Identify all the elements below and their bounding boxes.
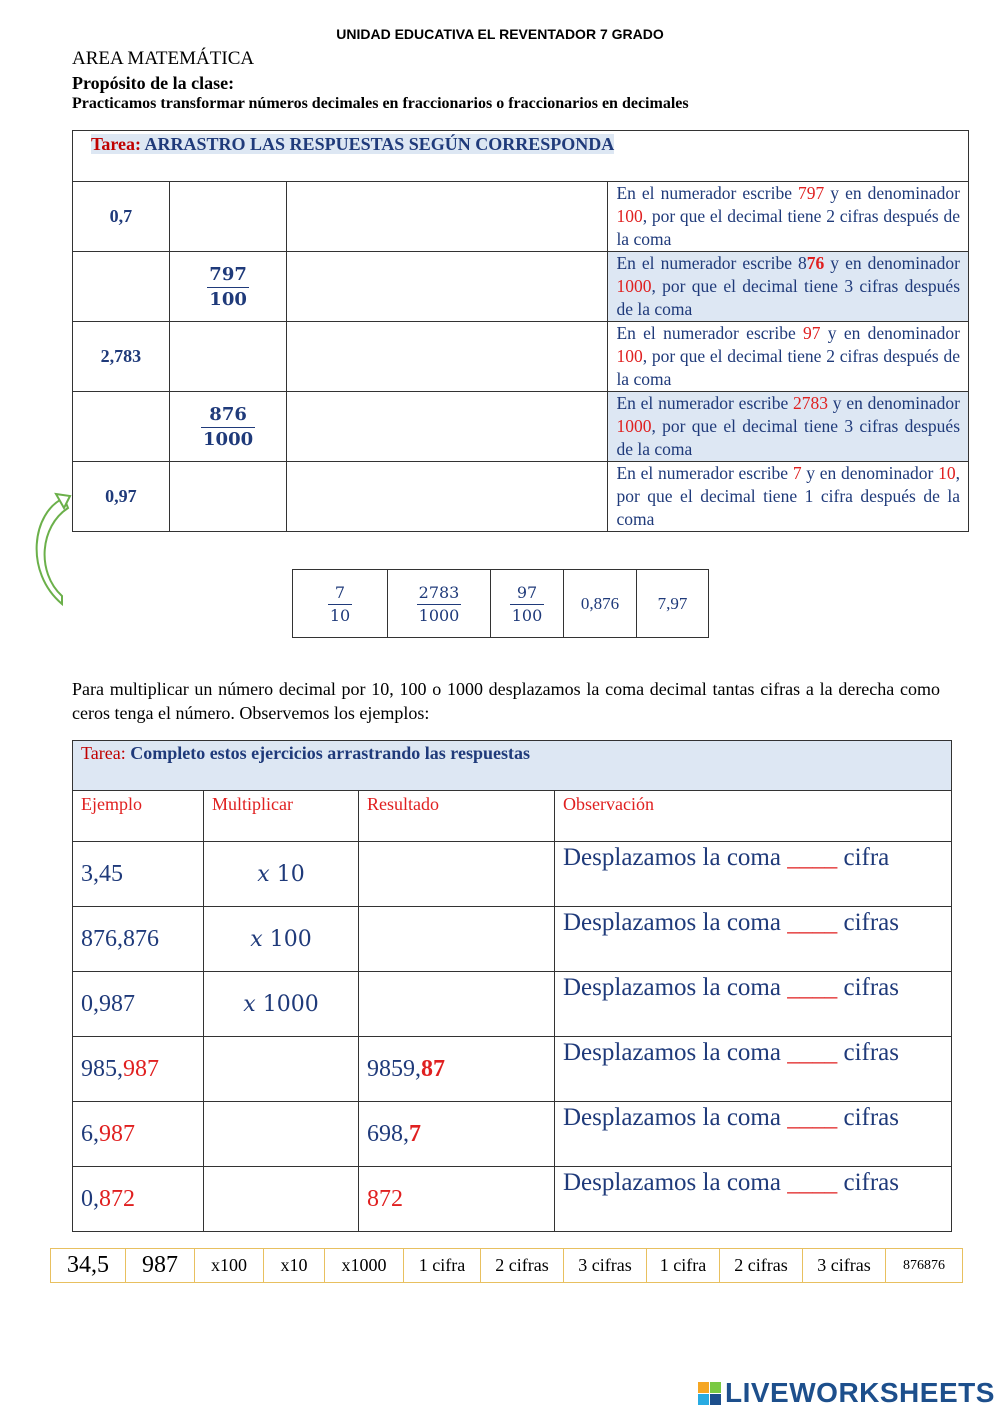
draggable-answer[interactable]: 2 cifras (481, 1249, 564, 1283)
draggable-answer[interactable]: 3 cifras (564, 1249, 647, 1283)
decimal-drop-zone[interactable] (73, 392, 170, 462)
draggable-answer[interactable]: 2 cifras (720, 1249, 803, 1283)
multiplier-drop-zone[interactable] (204, 1037, 359, 1102)
explanation-cell: En el numerador escribe 97 y en denominador 100, por que el decimal tiene 2 cifras después de la coma (608, 322, 969, 392)
multiplier-drop-zone[interactable] (204, 1167, 359, 1232)
task1-label: Tarea: (91, 134, 142, 154)
liveworksheets-logo (698, 1377, 995, 1409)
observation-cell: Desplazamos la coma ____ cifras (555, 1037, 952, 1102)
blank-drop-zone[interactable]: ____ (787, 974, 838, 1001)
result-drop-zone[interactable] (359, 907, 555, 972)
multiplication-table (72, 740, 952, 1232)
result-cell: 872 (359, 1167, 555, 1232)
example-cell: 0,872 (73, 1167, 204, 1232)
fraction-drop-zone[interactable] (169, 462, 287, 532)
curved-arrow-icon (26, 492, 76, 612)
task1-header (73, 131, 969, 182)
column-header: Multiplicar (204, 791, 359, 842)
multiplier-cell: x 10 (204, 842, 359, 907)
table-row (73, 1102, 952, 1167)
fraction-cell: $\frac{797}{100}$ (169, 252, 287, 322)
table-row (73, 392, 969, 462)
school-title: UNIDAD EDUCATIVA EL REVENTADOR 7 GRADO (336, 26, 664, 42)
decimal-drop-zone[interactable] (73, 252, 170, 322)
observation-cell: Desplazamos la coma ____ cifras (555, 1167, 952, 1232)
task1-title: ARRASTRO LAS RESPUESTAS SEGÚN CORRESPONDA (144, 134, 615, 154)
answer-drop-zone[interactable] (287, 462, 608, 532)
observation-cell: Desplazamos la coma ____ cifras (555, 1102, 952, 1167)
task2-label: Tarea: (81, 743, 126, 763)
decimal-cell: 0,7 (73, 182, 170, 252)
column-header: Resultado (359, 791, 555, 842)
example-cell: 876,876 (73, 907, 204, 972)
observation-cell: Desplazamos la coma ____ cifras (555, 907, 952, 972)
draggable-answer[interactable]: x100 (195, 1249, 264, 1283)
observation-cell: Desplazamos la coma ____ cifra (555, 842, 952, 907)
table-row (73, 252, 969, 322)
blank-drop-zone[interactable]: ____ (787, 1039, 838, 1066)
result-cell: 698,7 (359, 1102, 555, 1167)
draggable-answer[interactable]: 34,5 (51, 1249, 126, 1283)
table-row (73, 182, 969, 252)
multiplier-cell: x 1000 (204, 972, 359, 1037)
draggable-answer[interactable]: 876876 (886, 1249, 963, 1283)
column-header: Ejemplo (73, 791, 204, 842)
draggable-answer[interactable]: x10 (264, 1249, 325, 1283)
table-row (73, 842, 952, 907)
blank-drop-zone[interactable]: ____ (787, 844, 838, 871)
table-row (73, 462, 969, 532)
fraction-drop-zone[interactable] (169, 182, 287, 252)
fraction-cell: $\frac{876}{1000}$ (169, 392, 287, 462)
result-cell: 9859,87 (359, 1037, 555, 1102)
draggable-answer[interactable]: 987 (126, 1249, 195, 1283)
observation-cell: Desplazamos la coma ____ cifras (555, 972, 952, 1037)
logo-text: LIVEWORKSHEETS (725, 1377, 995, 1408)
blank-drop-zone[interactable]: ____ (787, 1104, 838, 1131)
draggable-answer[interactable]: x1000 (325, 1249, 404, 1283)
decimal-cell: 2,783 (73, 322, 170, 392)
purpose-label: Propósito de la clase: (72, 73, 235, 93)
draggable-answer[interactable]: 0,876 (564, 570, 637, 638)
draggable-answer[interactable]: $\frac{7}{10}$ (293, 570, 388, 638)
task2-header (73, 741, 952, 791)
column-header: Observación (555, 791, 952, 842)
task2-title: Completo estos ejercicios arrastrando las respuestas (130, 743, 530, 763)
answer-bank-fractions (292, 569, 709, 638)
example-cell: 985,987 (73, 1037, 204, 1102)
example-cell: 0,987 (73, 972, 204, 1037)
objective-text: Practicamos transformar números decimales en fraccionarios o fraccionarios en decimales (72, 95, 689, 112)
blank-drop-zone[interactable]: ____ (787, 909, 838, 936)
draggable-answer[interactable]: 7,97 (637, 570, 709, 638)
table-row (73, 972, 952, 1037)
result-drop-zone[interactable] (359, 972, 555, 1037)
draggable-answer[interactable]: 1 cifra (647, 1249, 720, 1283)
fraction-drop-zone[interactable] (169, 322, 287, 392)
draggable-answer[interactable]: 3 cifras (803, 1249, 886, 1283)
example-cell: 6,987 (73, 1102, 204, 1167)
draggable-answer[interactable]: $\frac{97}{100}$ (491, 570, 564, 638)
example-cell: 3,45 (73, 842, 204, 907)
table-row (73, 907, 952, 972)
explanation-cell: En el numerador escribe 7 y en denominador 10, por que el decimal tiene 1 cifra después de la coma (608, 462, 969, 532)
answer-drop-zone[interactable] (287, 182, 608, 252)
result-drop-zone[interactable] (359, 842, 555, 907)
answer-drop-zone[interactable] (287, 252, 608, 322)
multiplier-cell: x 100 (204, 907, 359, 972)
logo-mark-icon (698, 1382, 721, 1405)
explanation-cell: En el numerador escribe 2783 y en denominador 1000, por que el decimal tiene 3 cifras después de la coma (608, 392, 969, 462)
instruction-paragraph: Para multiplicar un número decimal por 10, 100 o 1000 desplazamos la coma decimal tantas cifras a la derecha como ceros tenga el número. Observemos los ejemplos: (72, 679, 940, 723)
table-row (73, 1167, 952, 1232)
explanation-cell: En el numerador escribe 797 y en denominador 100, por que el decimal tiene 2 cifras después de la coma (608, 182, 969, 252)
multiplier-drop-zone[interactable] (204, 1102, 359, 1167)
decimal-cell: 0,97 (73, 462, 170, 532)
explanation-cell: En el numerador escribe 876 y en denominador 1000, por que el decimal tiene 3 cifras después de la coma (608, 252, 969, 322)
table-row (73, 322, 969, 392)
decimal-fraction-table (72, 130, 969, 532)
draggable-answer[interactable]: 1 cifra (404, 1249, 481, 1283)
table-row (73, 1037, 952, 1102)
draggable-answer[interactable]: $\frac{2783}{1000}$ (388, 570, 491, 638)
answer-drop-zone[interactable] (287, 322, 608, 392)
blank-drop-zone[interactable]: ____ (787, 1169, 838, 1196)
area-label: AREA MATEMÁTICA (72, 48, 255, 69)
answer-bank-multiplication (50, 1248, 963, 1283)
answer-drop-zone[interactable] (287, 392, 608, 462)
